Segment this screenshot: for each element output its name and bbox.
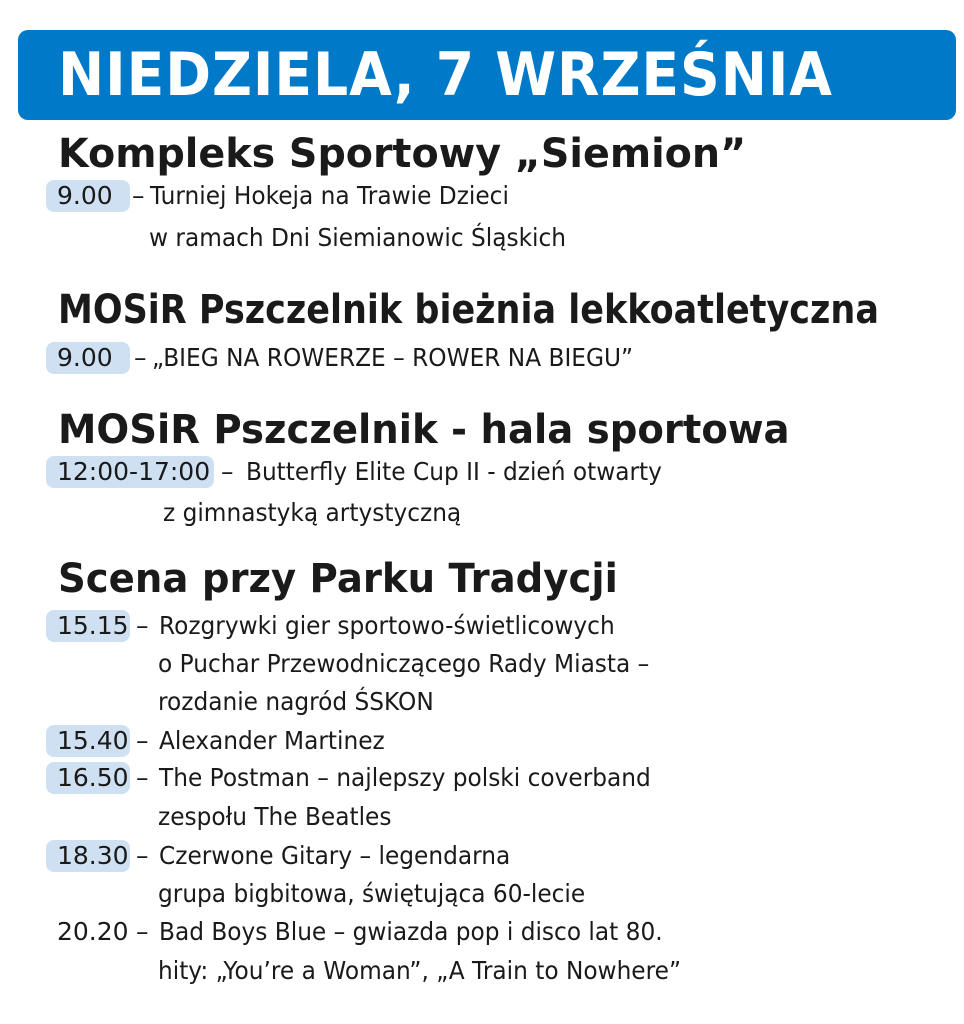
event-description: o Puchar Przewodniczącego Rady Miasta – <box>158 649 650 678</box>
venue-heading-bieznia: MOSiR Pszczelnik bieżnia lekkoatletyczna <box>58 287 879 333</box>
event-separator: – <box>132 181 145 210</box>
event-separator: – <box>134 343 147 372</box>
event-time: 16.50 <box>46 762 130 794</box>
page-title: NIEDZIELA, 7 WRZEŚNIA <box>58 40 833 110</box>
header-banner <box>18 30 956 120</box>
event-separator: – <box>136 841 149 870</box>
event-description: hity: „You’re a Woman”, „A Train to Nowhere” <box>158 956 682 985</box>
event-time: 18.30 <box>46 840 130 872</box>
event-separator: – <box>136 763 149 792</box>
event-description: Bad Boys Blue – gwiazda pop i disco lat 80. <box>159 917 663 946</box>
event-time: 9.00 <box>46 180 130 212</box>
event-description: rozdanie nagród ŚSKON <box>158 687 434 716</box>
event-time: 20.20 <box>57 917 129 946</box>
event-separator: – <box>136 611 149 640</box>
event-description: Czerwone Gitary – legendarna <box>159 841 511 870</box>
event-separator: – <box>136 917 149 946</box>
event-description: zespołu The Beatles <box>158 802 392 831</box>
event-description: The Postman – najlepszy polski coverband <box>159 763 651 792</box>
event-description: Alexander Martinez <box>159 726 385 755</box>
event-time: 12:00-17:00 <box>46 456 214 488</box>
event-time: 9.00 <box>46 342 130 374</box>
event-time: 15.15 <box>46 610 130 642</box>
event-description: Butterfly Elite Cup II - dzień otwarty <box>246 457 662 486</box>
event-description: w ramach Dni Siemianowic Śląskich <box>149 223 567 252</box>
event-description: Rozgrywki gier sportowo-świetlicowych <box>159 611 615 640</box>
event-description: z gimnastyką artystyczną <box>163 498 462 527</box>
venue-heading-siemion: Kompleks Sportowy „Siemion” <box>58 131 747 177</box>
venue-heading-scena: Scena przy Parku Tradycji <box>58 556 618 602</box>
event-description: „BIEG NA ROWERZE – ROWER NA BIEGU” <box>152 343 634 372</box>
event-separator: – <box>221 457 234 486</box>
venue-heading-hala: MOSiR Pszczelnik - hala sportowa <box>58 407 790 453</box>
event-description: grupa bigbitowa, świętująca 60-lecie <box>158 879 586 908</box>
event-separator: – <box>136 726 149 755</box>
event-description: Turniej Hokeja na Trawie Dzieci <box>150 181 509 210</box>
event-time: 15.40 <box>46 725 130 757</box>
